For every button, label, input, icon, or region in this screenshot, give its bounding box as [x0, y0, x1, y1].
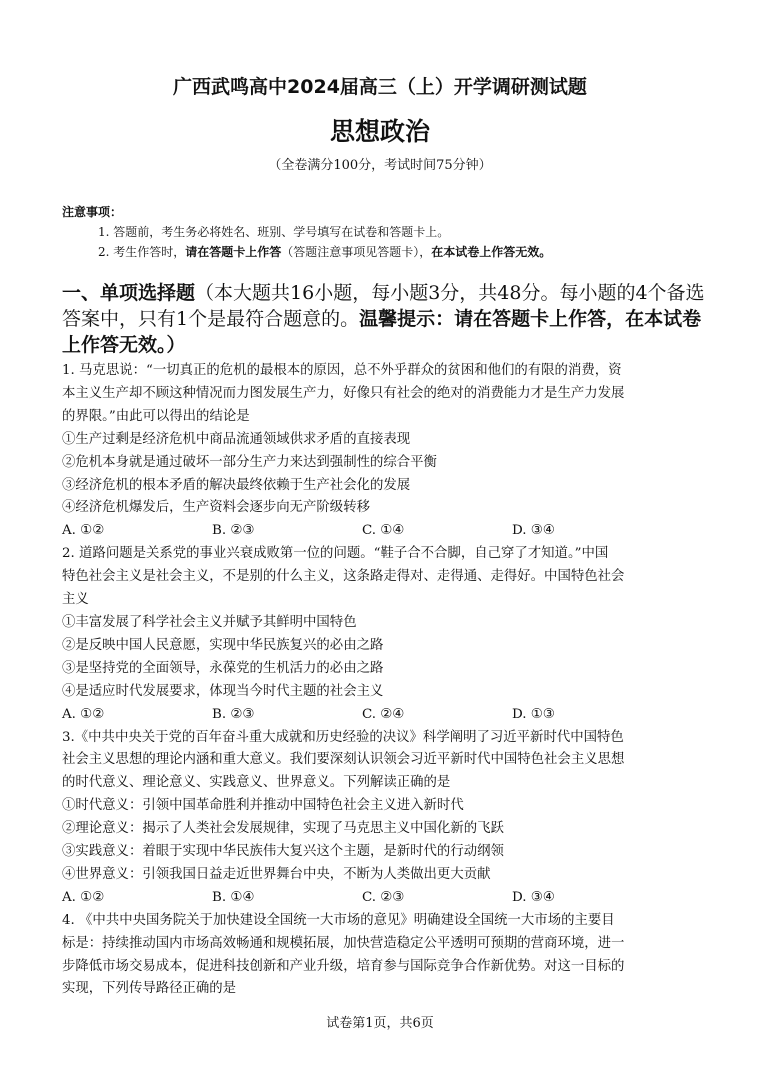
question-2-item-1: ①丰富发展了科学社会主义并赋予其鲜明中国特色	[62, 614, 357, 630]
page-footer: 试卷第1页，共6页	[326, 1016, 434, 1031]
question-3-options	[62, 887, 712, 910]
question-4-stem-1: 4. 《中共中央国务院关于加快建设全国统一大市场的意见》明确建设全国统一大市场的主要目	[62, 912, 615, 928]
question-4-stem-2: 标是：持续推动国内市场高效畅通和规模拓展，加快营造稳定公平透明可预期的营商环境，进一	[62, 935, 625, 951]
question-1-option-c: C. ①④	[362, 523, 405, 539]
question-3-option-c: C. ②③	[362, 889, 405, 905]
question-1-item-1: ①生产过剩是经济危机中商品流通领域供求矛盾的直接表现	[62, 431, 411, 447]
question-2-stem-2: 特色社会主义是社会主义，不是别的什么主义，这条路走得对、走得通、走得好。中国特色社会	[62, 569, 625, 585]
question-2-item-3: ③是坚持党的全面领导，永葆党的生机活力的必由之路	[62, 660, 384, 676]
question-1-item-2: ②危机本身就是通过破坏一部分生产力来达到强制性的综合平衡	[62, 454, 437, 470]
question-2-item-4: ④是适应时代发展要求，体现当今时代主题的社会主义	[62, 683, 384, 699]
subject-title: 思想政治	[329, 117, 430, 146]
question-3-option-a: A. ①②	[62, 889, 105, 905]
question-3-option-b: B. ①④	[212, 889, 255, 905]
question-2-stem-3: 主义	[62, 592, 89, 608]
notes-item-2-part-a: 2. 考生作答时，	[98, 245, 186, 259]
question-1-item-3: ③经济危机的根本矛盾的解决最终依赖于生产社会化的发展	[62, 477, 411, 493]
notes-item-1: 1. 答题前，考生务必将姓名、班别、学号填写在试卷和答题卡上。	[98, 225, 450, 239]
school-title: 广西武鸣高中2024届高三（上）开学调研测试题	[173, 76, 587, 98]
notes-item-2-part-b: 请在答题卡上作答	[185, 245, 282, 259]
question-2-option-d: D. ①③	[512, 706, 555, 722]
questions-body	[62, 360, 712, 1001]
question-1-item-4: ④经济危机爆发后，生产资料会逐步向无产阶级转移	[62, 500, 370, 516]
exam-info: （全卷满分100分，考试时间75分钟）	[268, 158, 492, 173]
question-1-options	[62, 520, 712, 543]
question-2-item-2: ②是反映中国人民意愿，实现中华民族复兴的必由之路	[62, 637, 384, 653]
question-1-stem-2: 本主义生产却不顾这种情况而力图发展生产力，好像只有社会的绝对的消费能力才是生产力发展	[62, 385, 625, 401]
question-2-stem-1: 2. 道路问题是关系党的事业兴衰成败第一位的问题。“鞋子合不合脚，自己穿了才知道。”中国	[62, 546, 609, 562]
question-1-option-d: D. ③④	[512, 523, 555, 539]
section-title: 一、单项选择题	[62, 282, 196, 304]
question-3-option-d: D. ③④	[512, 889, 555, 905]
notes-item-2	[62, 242, 712, 262]
section-desc: （本大题共16小题，每小题3分，共48分。每小题的4个备选答案中，只有1个是最符合题意的。	[62, 282, 705, 330]
question-3-stem-3: 的时代意义、理论意义、实践意义、世界意义。下列解读正确的是	[62, 775, 451, 791]
question-3-stem-1: 3.《中共中央关于党的百年奋斗重大成就和历史经验的决议》科学阐明了习近平新时代中国特色	[62, 729, 624, 745]
question-1-stem-1: 1. 马克思说：“一切真正的危机的最根本的原因，总不外乎群众的贫困和他们的有限的消费，资	[62, 363, 622, 378]
section-tip: 温馨提示：请在答题卡上作答，在本试卷上作答无效。）	[62, 308, 702, 356]
question-3-stem-2: 社会主义思想的理论内涵和重大意义。我们要深刻认识领会习近平新时代中国特色社会主义思想	[62, 752, 625, 768]
question-3-item-3: ③实践意义：着眼于实现中华民族伟大复兴这个主题，是新时代的行动纲领	[62, 844, 504, 860]
notes-heading: 注意事项：	[62, 205, 123, 219]
question-2-option-b: B. ②③	[212, 706, 255, 722]
question-1-option-b: B. ②③	[212, 523, 255, 539]
question-1-stem-3: 的界限。”由此可以得出的结论是	[62, 408, 250, 424]
question-4-stem-3: 步降低市场交易成本，促进科技创新和产业升级，培育参与国际竞争合作新优势。对这一目标的	[62, 958, 625, 974]
section-heading	[62, 280, 712, 358]
question-3-item-1: ①时代意义：引领中国革命胜利并推动中国特色社会主义进入新时代	[62, 798, 464, 814]
notes-item-2-part-c: （答题注意事项见答题卡），	[281, 245, 432, 259]
question-4-stem-4: 实现，下列传导路径正确的是	[62, 981, 237, 997]
question-3-item-4: ④世界意义：引领我国日益走近世界舞台中央，不断为人类做出更大贡献	[62, 866, 491, 882]
question-3-item-2: ②理论意义：揭示了人类社会发展规律，实现了马克思主义中国化新的飞跃	[62, 821, 504, 837]
question-2-option-c: C. ②④	[362, 706, 405, 722]
question-1-option-a: A. ①②	[62, 523, 105, 539]
notes-block	[62, 202, 712, 262]
question-2-options	[62, 704, 712, 727]
notes-item-2-part-d: 在本试卷上作答无效。	[431, 245, 552, 259]
question-2-option-a: A. ①②	[62, 706, 105, 722]
